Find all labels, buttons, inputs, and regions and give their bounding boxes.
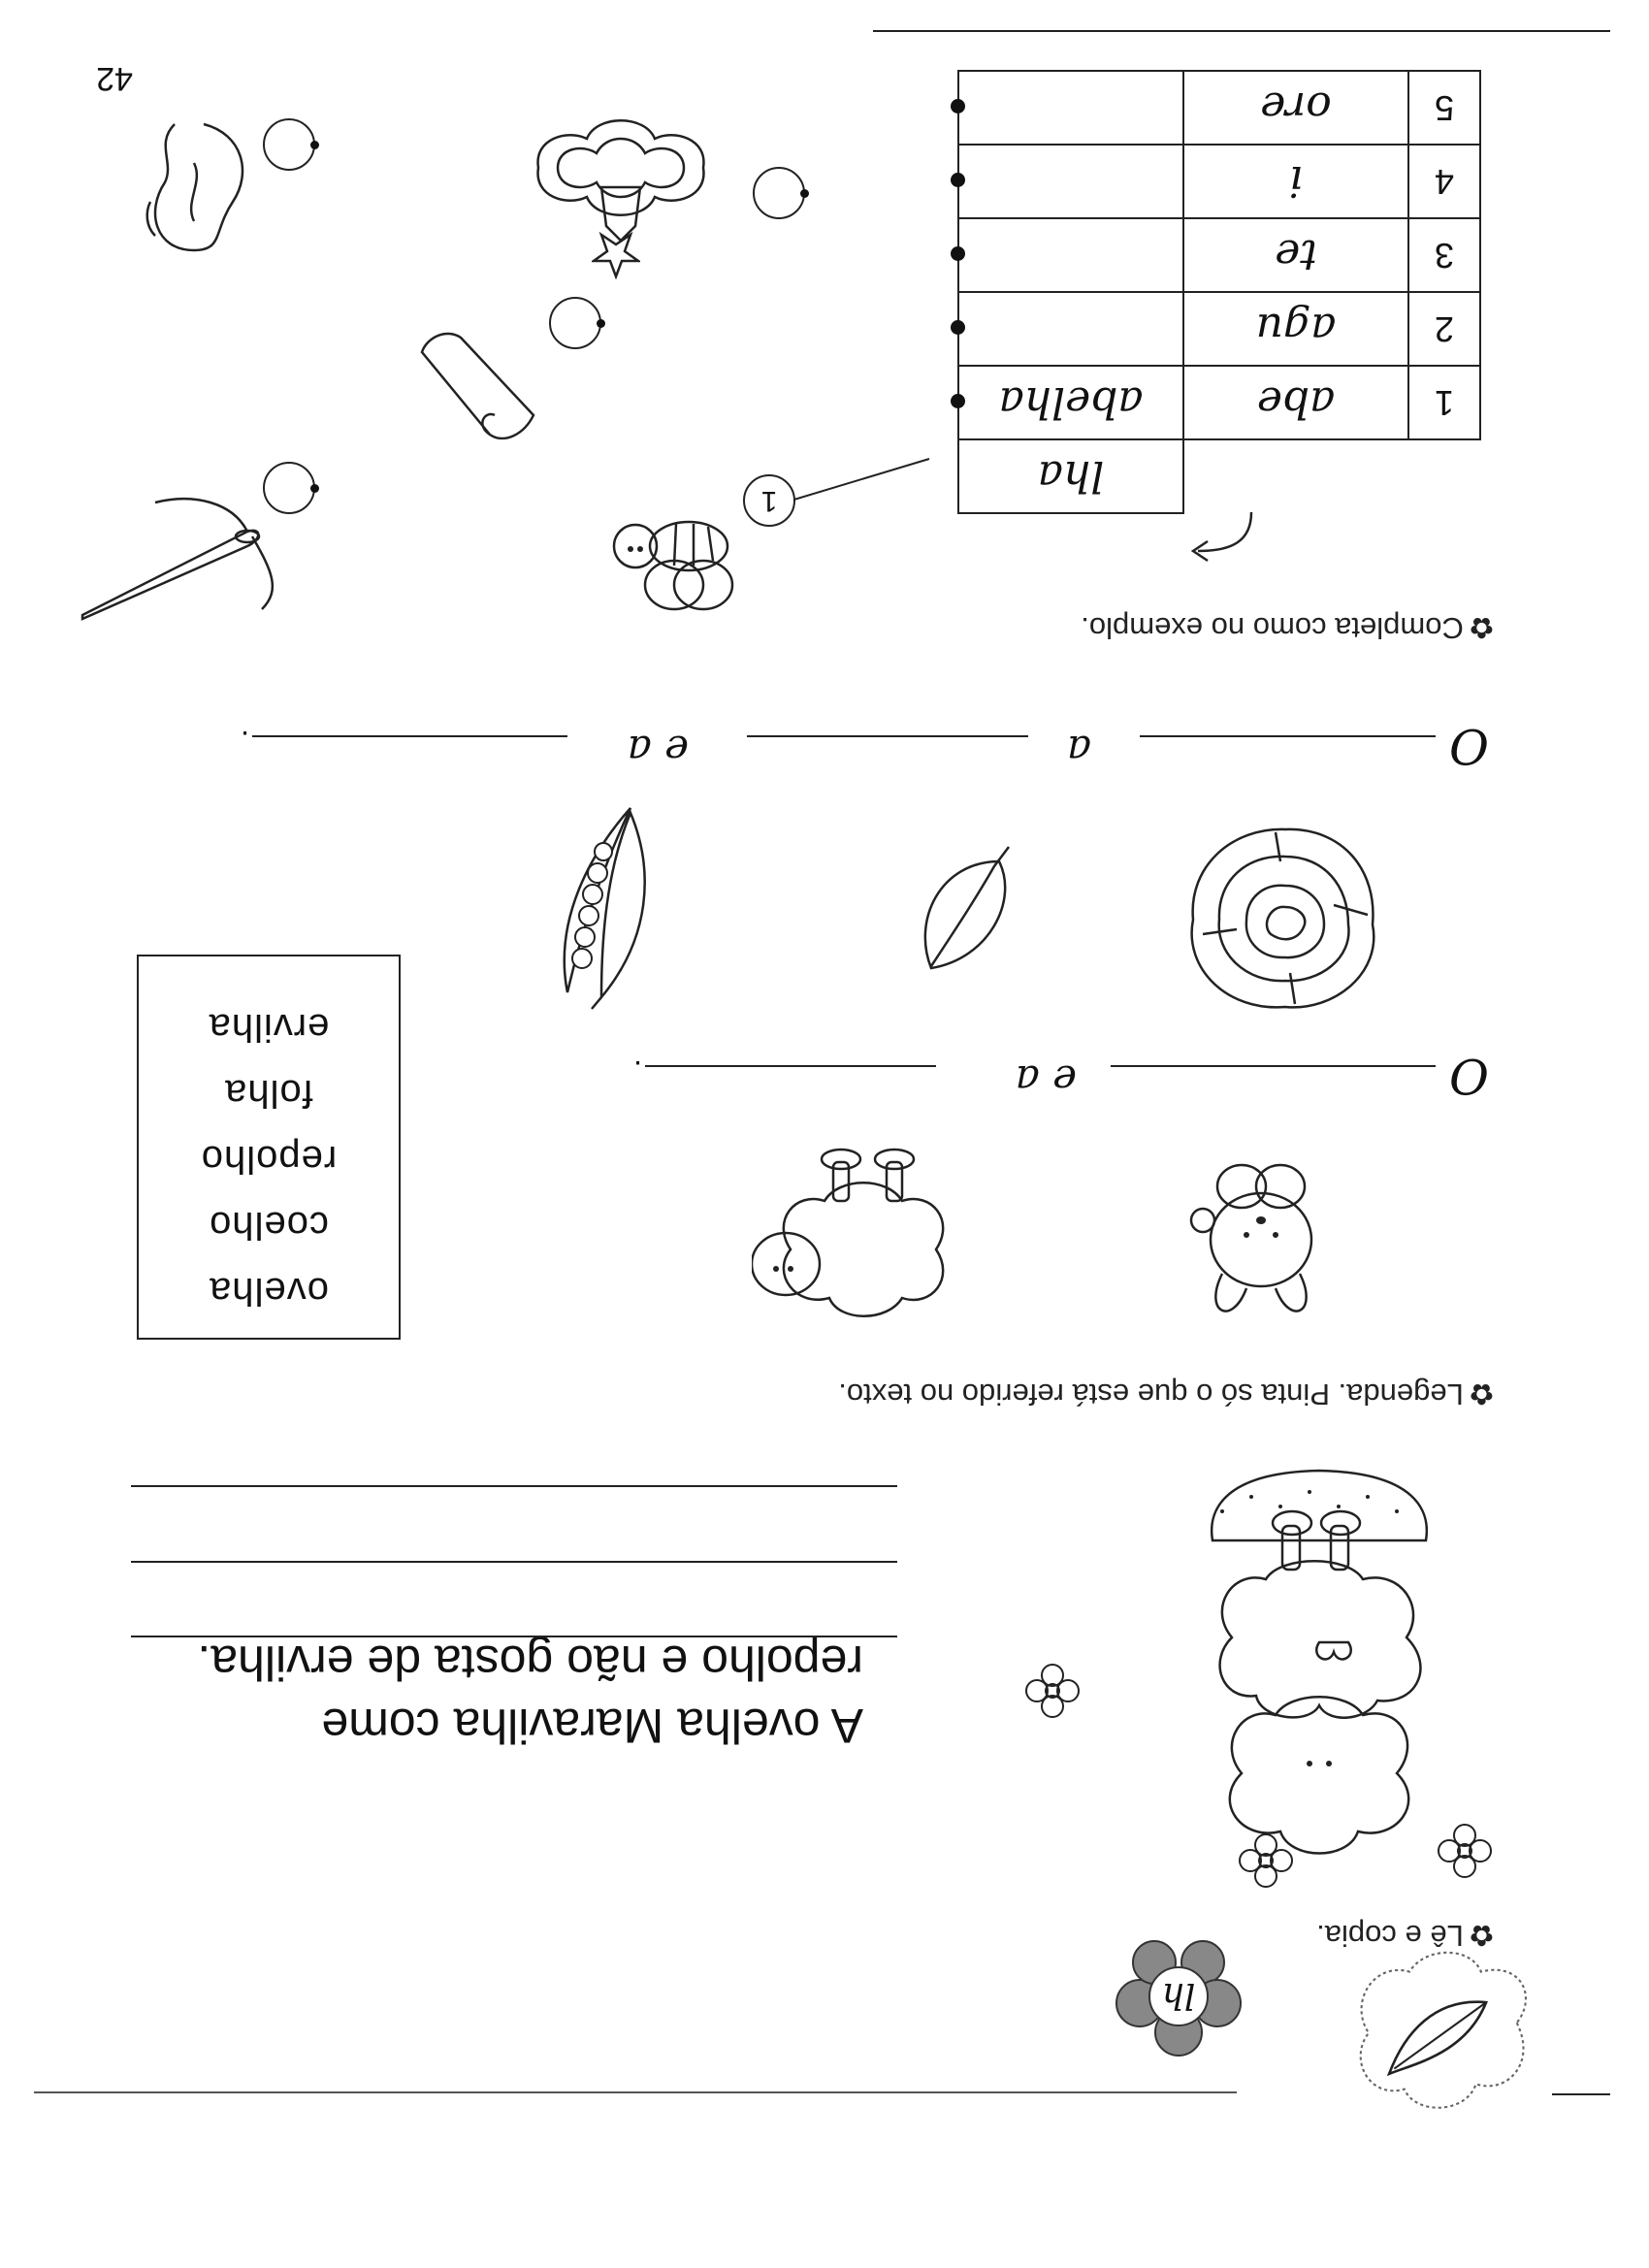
row-number: 4 bbox=[1408, 145, 1480, 218]
syllable-cell: agu bbox=[1183, 292, 1408, 366]
row2-blank-2[interactable] bbox=[747, 735, 1028, 737]
table-row bbox=[958, 366, 1480, 439]
row2-blank-1[interactable] bbox=[1140, 735, 1436, 737]
row2-start: O bbox=[1449, 718, 1489, 774]
row1-blank-1[interactable] bbox=[1111, 1065, 1436, 1067]
lh-flower-icon bbox=[1116, 1940, 1242, 2057]
sentence-line-1: A ovelha Maravilha come bbox=[321, 1699, 863, 1753]
connector-dot bbox=[951, 394, 965, 408]
legend-word: ervilha bbox=[208, 1006, 330, 1049]
connector-dot bbox=[951, 246, 965, 261]
syllable-table bbox=[957, 70, 1481, 514]
svg-text:lh: lh bbox=[1161, 1975, 1196, 2015]
answer-circle-ear[interactable] bbox=[263, 118, 315, 171]
suffix-cell: lha bbox=[958, 439, 1183, 513]
answer-cell[interactable] bbox=[958, 292, 1183, 366]
answer-circle-tile[interactable] bbox=[549, 297, 601, 349]
star-bullet-icon: ✿ bbox=[1469, 611, 1494, 643]
answer-text: abelha bbox=[998, 377, 1144, 428]
flower-icon bbox=[1237, 1831, 1295, 1890]
table-row bbox=[958, 439, 1480, 513]
answer-cell[interactable] bbox=[958, 366, 1183, 439]
legend-word-box bbox=[137, 955, 401, 1340]
flower-icon bbox=[1023, 1662, 1082, 1720]
copy-line-3[interactable] bbox=[131, 1485, 897, 1487]
carnation-icon bbox=[529, 100, 713, 245]
row-number: 2 bbox=[1408, 292, 1480, 366]
cabbage-icon bbox=[1179, 818, 1392, 1021]
table-row bbox=[958, 218, 1480, 292]
copy-line-1[interactable] bbox=[131, 1636, 897, 1637]
row2-middle: a bbox=[1066, 727, 1091, 774]
instruction-3: ✿Completa como no exemplo. bbox=[1081, 611, 1494, 645]
syllable-cell: ore bbox=[1183, 71, 1408, 145]
connector-dot bbox=[951, 99, 965, 113]
header-rule-small bbox=[1552, 2093, 1610, 2095]
example-number: 1 bbox=[760, 485, 778, 517]
flower-icon bbox=[1436, 1822, 1494, 1880]
legend-word: coelho bbox=[209, 1204, 329, 1247]
answer-circle-bee[interactable] bbox=[743, 474, 795, 527]
row-number: 1 bbox=[1408, 366, 1480, 439]
answer-cell[interactable] bbox=[958, 218, 1183, 292]
syllable-cell: abe bbox=[1183, 366, 1408, 439]
row-number: 3 bbox=[1408, 218, 1480, 292]
table-row bbox=[958, 71, 1480, 145]
pea-pod-icon bbox=[543, 794, 660, 1017]
legend-word: ovelha bbox=[209, 1270, 329, 1312]
sentence-line-2: repolho e não gosta de ervilha. bbox=[197, 1636, 863, 1690]
row2-blank-3[interactable] bbox=[252, 735, 567, 737]
star-bullet-icon: ✿ bbox=[1469, 1377, 1494, 1409]
header-rule bbox=[873, 30, 1610, 32]
table-row bbox=[958, 145, 1480, 218]
rabbit-icon bbox=[1174, 1157, 1348, 1332]
bee-icon bbox=[606, 502, 742, 619]
arrow-icon bbox=[1183, 507, 1261, 566]
row-number: 5 bbox=[1408, 71, 1480, 145]
row1-connector: e a bbox=[1015, 1056, 1077, 1104]
row1-period: . bbox=[633, 1054, 642, 1089]
leaf-flower-icon bbox=[1339, 1941, 1552, 2135]
star-bullet-icon: ✿ bbox=[1469, 1919, 1494, 1951]
star-icon bbox=[592, 231, 640, 279]
example-connector-line bbox=[786, 449, 931, 507]
connector-dot bbox=[951, 173, 965, 187]
header-rule-long bbox=[34, 2091, 1237, 2093]
copy-line-2[interactable] bbox=[131, 1561, 897, 1563]
tile-icon bbox=[398, 318, 543, 454]
answer-circle-carnation[interactable] bbox=[753, 167, 805, 219]
answer-cell[interactable] bbox=[958, 71, 1183, 145]
connector-dot bbox=[951, 320, 965, 335]
syllable-cell: i bbox=[1183, 145, 1408, 218]
instruction-1: ✿Lê e copia. bbox=[1316, 1919, 1494, 1953]
sheep-icon bbox=[752, 1143, 975, 1337]
answer-cell[interactable] bbox=[958, 145, 1183, 218]
needle-icon bbox=[78, 493, 291, 629]
page-number: 42 bbox=[96, 60, 133, 97]
ear-icon bbox=[136, 114, 262, 260]
syllable-cell: te bbox=[1183, 218, 1408, 292]
row2-period: . bbox=[241, 725, 249, 760]
row1-start: O bbox=[1449, 1048, 1489, 1104]
table-row bbox=[958, 292, 1480, 366]
row1-blank-2[interactable] bbox=[645, 1065, 936, 1067]
leaf-icon bbox=[902, 842, 1018, 978]
legend-word: repolho bbox=[200, 1138, 338, 1181]
sheep-icon bbox=[1183, 1463, 1455, 1890]
row2-connector: e a bbox=[627, 727, 689, 774]
legend-word: folha bbox=[224, 1072, 313, 1115]
instruction-2: ✿Legenda. Pinta só o que está referido no texto. bbox=[838, 1377, 1494, 1411]
